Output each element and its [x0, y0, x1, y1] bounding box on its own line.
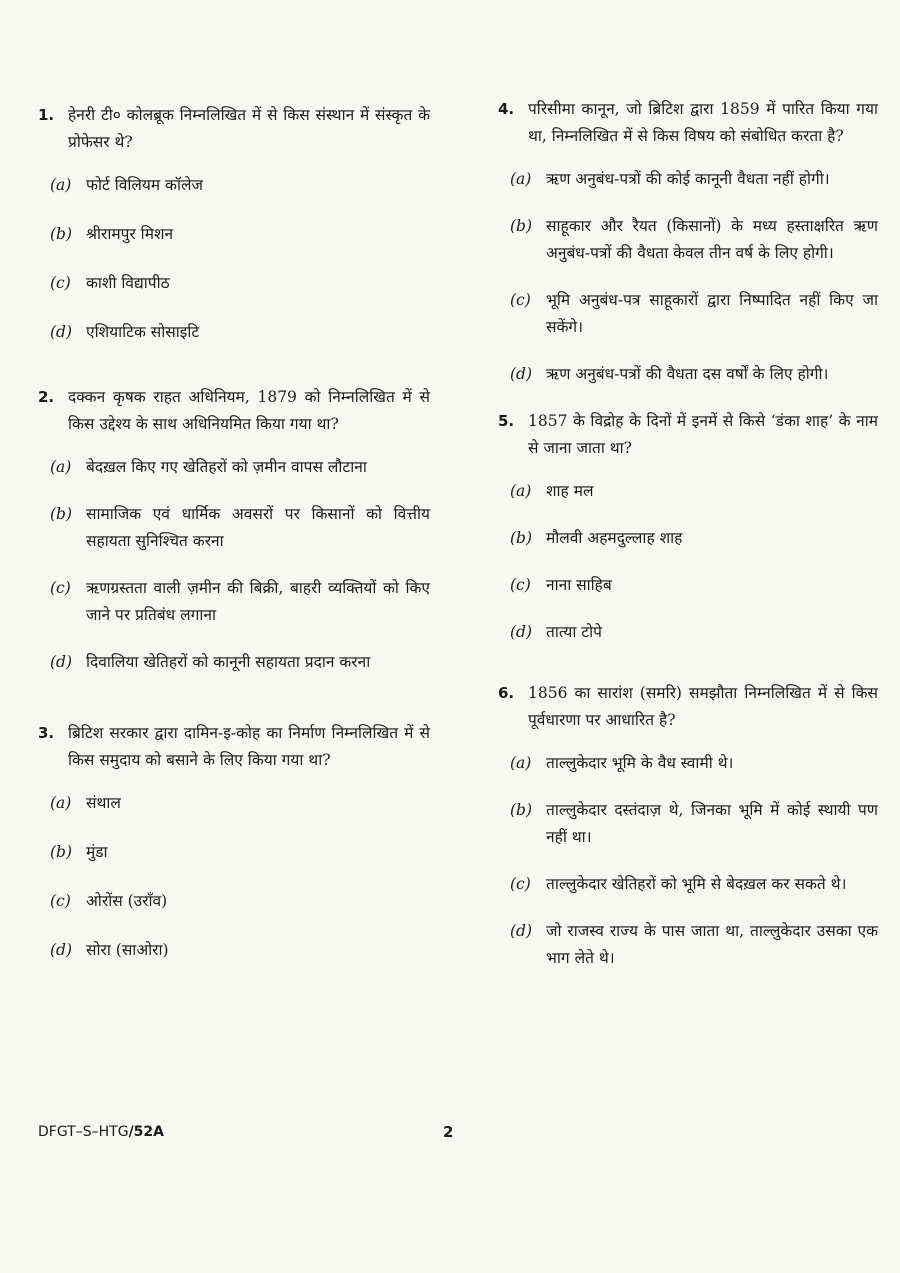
option-text: मुंडा — [86, 843, 108, 861]
question-6 — [498, 680, 878, 734]
options-1 — [38, 172, 430, 346]
option-a — [510, 750, 878, 777]
option-a — [510, 166, 878, 193]
option-text: नाना साहिब — [546, 576, 612, 594]
option-d — [510, 619, 878, 646]
option-label: (c) — [510, 875, 531, 893]
option-b — [50, 839, 430, 866]
option-label: (a) — [510, 170, 532, 188]
question-number: 5. — [498, 412, 515, 430]
option-d — [50, 649, 430, 676]
option-label: (a) — [50, 176, 72, 194]
option-text: ऋण अनुबंध-पत्रों की कोई कानूनी वैधता नहीं होगी। — [546, 170, 830, 188]
option-text: जो राजस्व राज्य के पास जाता था, ताल्लुकेदार उसका एक भाग लेते थे। — [546, 922, 878, 967]
question-text: 1857 के विद्रोह के दिनों में इनमें से किसे ‘डंका शाह’ के नाम से जाना जाता था? — [528, 412, 878, 457]
option-text: फोर्ट विलियम कॉलेज — [86, 176, 203, 194]
option-label: (d) — [50, 941, 73, 959]
question-number: 6. — [498, 684, 515, 702]
option-d — [510, 361, 878, 388]
question-number: 4. — [498, 100, 515, 118]
option-c — [50, 888, 430, 915]
option-text: साहूकार और रैयत (किसानों) के मध्य हस्ताक्षरित ऋण अनुबंध-पत्रों की वैधता केवल तीन वर्ष के लिए होगी। — [546, 217, 878, 262]
option-label: (c) — [50, 892, 71, 910]
option-c — [510, 572, 878, 599]
option-c — [50, 270, 430, 297]
option-label: (a) — [50, 458, 72, 476]
option-label: (d) — [510, 922, 533, 940]
question-number: 2. — [38, 388, 55, 406]
option-label: (b) — [50, 505, 73, 523]
option-text: ओरोंस (उराँव) — [86, 892, 168, 910]
option-text: काशी विद्यापीठ — [86, 274, 170, 292]
option-label: (a) — [510, 754, 532, 772]
option-label: (d) — [510, 623, 533, 641]
question-text: 1856 का सारांश (समरि) समझौता निम्नलिखित में से किस पूर्वधारणा पर आधारित है? — [528, 684, 878, 729]
option-label: (b) — [510, 217, 533, 235]
option-text: सामाजिक एवं धार्मिक अवसरों पर किसानों को वित्तीय सहायता सुनिश्चित करना — [86, 505, 430, 550]
options-2 — [38, 454, 430, 676]
option-text: एशियाटिक सोसाइटि — [86, 323, 200, 341]
option-label: (c) — [50, 579, 71, 597]
option-text: ऋणग्रस्तता वाली ज़मीन की बिक्री, बाहरी व्यक्तियों को किए जाने पर प्रतिबंध लगाना — [86, 579, 430, 624]
question-3 — [38, 720, 430, 774]
option-text: तात्या टोपे — [546, 623, 602, 641]
option-a — [510, 478, 878, 505]
question-5 — [498, 408, 878, 462]
option-label: (d) — [50, 653, 73, 671]
option-text: श्रीरामपुर मिशन — [86, 225, 174, 243]
question-text: हेनरी टी० कोलब्रूक निम्नलिखित में से किस संस्थान में संस्कृत के प्रोफेसर थे? — [68, 106, 430, 151]
option-label: (c) — [510, 291, 531, 309]
question-number: 3. — [38, 724, 55, 742]
option-label: (b) — [50, 843, 73, 861]
question-1 — [38, 102, 430, 156]
option-text: दिवालिया खेतिहरों को कानूनी सहायता प्रदान करना — [86, 653, 371, 671]
question-4 — [498, 96, 878, 150]
option-text: बेदख़ल किए गए खेतिहरों को ज़मीन वापस लौटाना — [86, 458, 367, 476]
options-3 — [38, 790, 430, 964]
option-d — [50, 937, 430, 964]
option-label: (b) — [510, 801, 533, 819]
question-number: 1. — [38, 106, 55, 124]
option-label: (d) — [50, 323, 73, 341]
option-text: ताल्लुकेदार दस्तंदाज़ थे, जिनका भूमि में कोई स्थायी पण नहीं था। — [546, 801, 878, 846]
paper-code-prefix: DFGT–S–HTG — [38, 1124, 129, 1140]
option-a — [50, 454, 430, 481]
option-c — [50, 575, 430, 629]
option-a — [50, 172, 430, 199]
option-d — [510, 918, 878, 972]
option-label: (c) — [50, 274, 71, 292]
question-text: परिसीमा कानून, जो ब्रिटिश द्वारा 1859 में पारित किया गया था, निम्नलिखित में से किस विषय को संबोधित करता है? — [528, 100, 878, 145]
option-label: (c) — [510, 576, 531, 594]
question-text: दक्कन कृषक राहत अधिनियम, 1879 को निम्नलिखित में से किस उद्देश्य के साथ अधिनियमित किया गया था? — [68, 388, 430, 433]
paper-code-suffix: /52A — [128, 1124, 164, 1140]
option-text: सोरा (साओरा) — [86, 941, 169, 959]
option-text: ताल्लुकेदार भूमि के वैध स्वामी थे। — [546, 754, 734, 772]
option-label: (a) — [510, 482, 532, 500]
option-b — [510, 797, 878, 851]
option-c — [510, 871, 878, 898]
option-text: भूमि अनुबंध-पत्र साहूकारों द्वारा निष्पादित नहीं किए जा सकेंगे। — [546, 291, 878, 336]
option-b — [50, 501, 430, 555]
right-column — [498, 96, 878, 992]
page-number: 2 — [443, 1123, 454, 1141]
option-text: ऋण अनुबंध-पत्रों की वैधता दस वर्षों के लिए होगी। — [546, 365, 829, 383]
option-a — [50, 790, 430, 817]
option-c — [510, 287, 878, 341]
option-b — [50, 221, 430, 248]
question-text: ब्रिटिश सरकार द्वारा दामिन-इ-कोह का निर्माण निम्नलिखित में से किस समुदाय को बसाने के लिए किया गया था? — [68, 724, 430, 769]
option-b — [510, 525, 878, 552]
option-text: मौलवी अहमदुल्लाह शाह — [546, 529, 683, 547]
option-label: (b) — [50, 225, 73, 243]
options-6 — [498, 750, 878, 972]
option-text: शाह मल — [546, 482, 594, 500]
option-text: ताल्लुकेदार खेतिहरों को भूमि से बेदख़ल कर सकते थे। — [546, 875, 847, 893]
option-label: (d) — [510, 365, 533, 383]
option-label: (a) — [50, 794, 72, 812]
paper-code — [38, 1124, 164, 1140]
option-text: संथाल — [86, 794, 121, 812]
option-d — [50, 319, 430, 346]
options-5 — [498, 478, 878, 646]
question-2 — [38, 384, 430, 438]
left-column — [38, 96, 430, 986]
options-4 — [498, 166, 878, 388]
option-b — [510, 213, 878, 267]
option-label: (b) — [510, 529, 533, 547]
